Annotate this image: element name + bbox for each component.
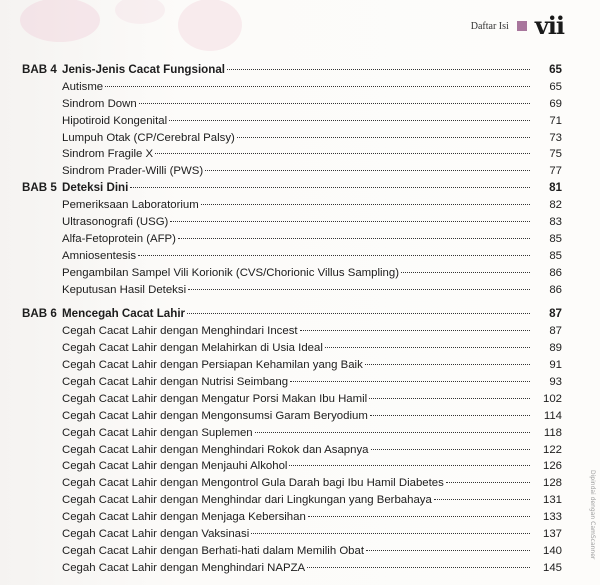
dot-leader — [205, 170, 530, 171]
toc-item-row — [22, 146, 562, 163]
dot-leader — [366, 550, 530, 551]
toc-item-title: Autisme — [62, 80, 104, 93]
toc-item-page-number: 126 — [542, 460, 562, 473]
toc-item-page-number: 85 — [549, 232, 562, 245]
toc-item-title: Cegah Cacat Lahir dengan Berhati-hati dalam Memilih Obat — [62, 544, 365, 557]
toc-item-row — [22, 163, 562, 180]
toc-item-page-number: 87 — [549, 325, 562, 338]
toc-item-row — [22, 357, 562, 374]
section-label: Daftar Isi — [470, 20, 509, 32]
toc-item-page-number: 131 — [542, 494, 562, 507]
toc-item-page-number: 83 — [549, 216, 562, 229]
dot-leader — [237, 137, 530, 138]
toc-item-row — [22, 442, 562, 459]
toc-item-page-number: 91 — [549, 359, 562, 372]
toc-item-title: Cegah Cacat Lahir dengan Mengatur Porsi Makan Ibu Hamil — [62, 392, 368, 405]
toc-item-title: Alfa-Fetoprotein (AFP) — [62, 232, 176, 245]
dot-leader — [138, 255, 530, 256]
toc-item-row — [22, 560, 562, 577]
dot-leader — [325, 347, 530, 348]
toc-item-row — [22, 475, 562, 492]
accent-square-icon — [517, 21, 527, 31]
chapter-page-number: 65 — [549, 63, 562, 76]
floral-decoration-image — [0, 0, 270, 60]
toc-item-row — [22, 425, 562, 442]
scanner-watermark: Dipindai dengan CamScanner — [589, 470, 596, 560]
dot-leader — [434, 499, 530, 500]
toc-item-row — [22, 492, 562, 509]
dot-leader — [289, 465, 530, 466]
chapter-title: Deteksi Dini — [62, 181, 129, 195]
toc-item-page-number: 71 — [549, 114, 562, 127]
dot-leader — [290, 381, 530, 382]
toc-chapter-row — [22, 180, 562, 197]
toc-item-row — [22, 214, 562, 231]
toc-item-row — [22, 323, 562, 340]
toc-item-page-number: 89 — [549, 342, 562, 355]
toc-item-page-number: 85 — [549, 249, 562, 262]
toc-item-title: Cegah Cacat Lahir dengan Persiapan Kehamilan yang Baik — [62, 359, 363, 372]
dot-leader — [401, 272, 530, 273]
toc-item-title: Cegah Cacat Lahir dengan Mengonsumsi Garam Beryodium — [62, 409, 368, 422]
page-number: vii — [534, 11, 564, 40]
toc-item-page-number: 73 — [549, 131, 562, 144]
chapter-page-number: 87 — [549, 307, 562, 321]
chapter-title: Jenis-Jenis Cacat Fungsional — [62, 63, 226, 76]
toc-item-title: Sindrom Prader-Willi (PWS) — [62, 165, 204, 178]
dot-leader — [251, 533, 530, 534]
dot-leader — [178, 238, 530, 239]
toc-item-row — [22, 130, 562, 147]
page-header — [470, 11, 564, 40]
toc-item-row — [22, 197, 562, 214]
toc-item-page-number: 133 — [542, 511, 562, 524]
toc-item-title: Keputusan Hasil Deteksi — [62, 283, 187, 296]
toc-item-row — [22, 458, 562, 475]
toc-item-title: Lumpuh Otak (CP/Cerebral Palsy) — [62, 131, 235, 144]
toc-item-page-number: 137 — [542, 528, 562, 541]
toc-item-title: Pengambilan Sampel Vili Korionik (CVS/Chorionic Villus Sampling) — [62, 266, 400, 279]
toc-item-title: Cegah Cacat Lahir dengan Menjaga Kebersihan — [62, 511, 306, 524]
dot-leader — [255, 432, 530, 433]
dot-leader — [371, 449, 531, 450]
toc-item-page-number: 86 — [549, 283, 562, 296]
toc-item-title: Pemeriksaan Laboratorium — [62, 199, 199, 212]
dot-leader — [187, 313, 530, 314]
toc-item-row — [22, 248, 562, 265]
toc-item-page-number: 86 — [549, 266, 562, 279]
toc-item-title: Hipotiroid Kongenital — [62, 114, 168, 127]
toc-item-page-number: 118 — [543, 426, 562, 439]
chapter-number: BAB 6 — [22, 307, 57, 321]
chapter-number: BAB 5 — [22, 181, 57, 195]
toc-item-page-number: 77 — [549, 165, 562, 178]
dot-leader — [300, 330, 530, 331]
toc-item-title: Cegah Cacat Lahir dengan Menghindari Incest — [62, 325, 298, 338]
dot-leader — [308, 516, 530, 517]
dot-leader — [188, 289, 530, 290]
toc-item-title: Cegah Cacat Lahir dengan Melahirkan di Usia Ideal — [62, 342, 323, 355]
toc-item-title: Cegah Cacat Lahir dengan Nutrisi Seimbang — [62, 376, 289, 389]
toc-chapter-row — [22, 62, 562, 79]
toc-item-title: Cegah Cacat Lahir dengan Vaksinasi — [62, 528, 250, 541]
dot-leader — [227, 69, 530, 70]
dot-leader — [170, 221, 530, 222]
dot-leader — [105, 86, 530, 87]
toc-item-row — [22, 526, 562, 543]
toc-item-page-number: 122 — [542, 443, 562, 456]
dot-leader — [365, 364, 530, 365]
dot-leader — [446, 482, 530, 483]
toc-item-title: Sindrom Fragile X — [62, 148, 154, 161]
dot-leader — [370, 415, 530, 416]
dot-leader — [155, 153, 530, 154]
toc-item-page-number: 145 — [542, 561, 562, 574]
toc-item-title: Cegah Cacat Lahir dengan Menghindar dari Lingkungan yang Berbahaya — [62, 494, 432, 507]
toc-item-title: Cegah Cacat Lahir dengan Suplemen — [62, 426, 253, 439]
dot-leader — [139, 103, 530, 104]
toc-item-row — [22, 96, 562, 113]
toc-item-page-number: 140 — [542, 544, 562, 557]
toc-item-row — [22, 113, 562, 130]
toc-item-row — [22, 509, 562, 526]
toc-item-page-number: 82 — [549, 199, 562, 212]
chapter-page-number: 81 — [549, 181, 562, 195]
toc-item-row — [22, 391, 562, 408]
chapter-number: BAB 4 — [22, 63, 57, 76]
toc-item-page-number: 69 — [549, 97, 562, 110]
toc-item-title: Sindrom Down — [62, 97, 137, 110]
dot-leader — [130, 187, 530, 188]
toc-item-row — [22, 265, 562, 282]
toc-item-title: Ultrasonografi (USG) — [62, 216, 169, 229]
dot-leader — [369, 398, 530, 399]
toc-chapter-row — [22, 306, 562, 323]
toc-item-title: Cegah Cacat Lahir dengan Menjauhi Alkohol — [62, 460, 288, 473]
toc-item-row — [22, 543, 562, 560]
toc-item-row — [22, 340, 562, 357]
toc-item-page-number: 93 — [549, 376, 562, 389]
toc-item-page-number: 114 — [543, 409, 562, 422]
toc-item-row — [22, 79, 562, 96]
toc-item-page-number: 65 — [549, 80, 562, 93]
toc-item-row — [22, 282, 562, 299]
toc-item-row — [22, 374, 562, 391]
chapter-title: Mencegah Cacat Lahir — [62, 307, 186, 321]
toc-item-row — [22, 408, 562, 425]
dot-leader — [169, 120, 530, 121]
dot-leader — [307, 567, 530, 568]
dot-leader — [201, 204, 530, 205]
table-of-contents — [22, 62, 562, 577]
toc-item-title: Amniosentesis — [62, 249, 137, 262]
toc-item-title: Cegah Cacat Lahir dengan Menghindari Rokok dan Asapnya — [62, 443, 369, 456]
toc-item-row — [22, 231, 562, 248]
toc-item-page-number: 102 — [542, 392, 562, 405]
toc-item-title: Cegah Cacat Lahir dengan Mengontrol Gula Darah bagi Ibu Hamil Diabetes — [62, 477, 444, 490]
toc-item-title: Cegah Cacat Lahir dengan Menghindari NAPZA — [62, 561, 306, 574]
toc-item-page-number: 75 — [549, 148, 562, 161]
toc-item-page-number: 128 — [542, 477, 562, 490]
